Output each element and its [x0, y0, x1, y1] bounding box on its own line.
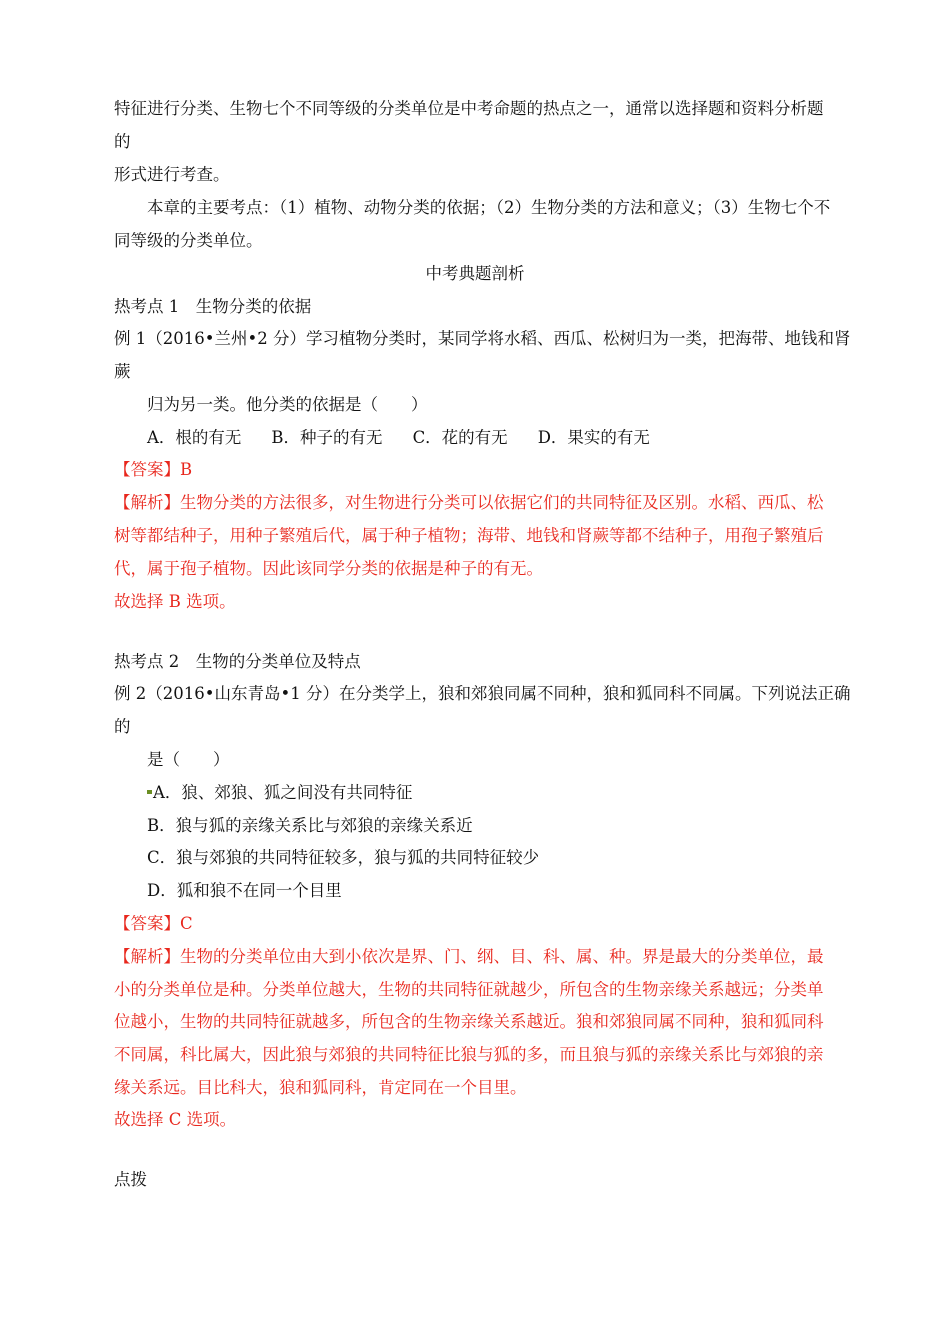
hot2-option-b: B．狼与狐的亲缘关系比与郊狼的亲缘关系近: [147, 816, 473, 835]
hot2-option-a-row: [147, 782, 412, 804]
hot1-option-d: D．果实的有无: [537, 428, 650, 447]
hot2-answer: 【答案】C: [114, 914, 193, 933]
hot1-heading: 热考点 1 生物分类的依据: [114, 297, 312, 316]
hot1-option-b: B．种子的有无: [271, 428, 383, 447]
tips-heading: 点拨: [114, 1170, 147, 1189]
hot1-analysis-line-2: 树等都结种子，用种子繁殖后代，属于种子植物；海带、地钱和肾蕨等都不结种子，用孢子繁殖后: [114, 526, 824, 545]
intro-line-3: 形式进行考查。: [114, 165, 230, 184]
hot1-analysis-line-3: 代，属于孢子植物。因此该同学分类的依据是种子的有无。: [114, 559, 543, 578]
hot1-answer: 【答案】B: [114, 460, 193, 479]
hot2-option-a: A．狼、郊狼、狐之间没有共同特征: [153, 783, 413, 802]
hot2-question-line-1: 例 2（2016•山东青岛•1 分）在分类学上，狼和郊狼同属不同种，狼和狐同科不同属。下列说法正确: [114, 684, 851, 703]
intro-line-2: 的: [114, 132, 131, 151]
section-title: 中考典题剖析: [425, 264, 525, 283]
hot1-options: [147, 427, 650, 449]
hot2-analysis-line-4: 不同属，科比属大，因此狼与郊狼的共同特征比狼与狐的多，而且狼与狐的亲缘关系比与郊狼的亲: [114, 1045, 824, 1064]
hot1-analysis-line-1: 【解析】生物分类的方法很多，对生物进行分类可以依据它们的共同特征及区别。水稻、西瓜、松: [114, 493, 824, 512]
hot2-question-line-3: 是（ ）: [147, 750, 230, 769]
green-mark-icon: [147, 790, 152, 794]
hot2-analysis-line-3: 位越小，生物的共同特征就越多，所包含的生物亲缘关系越近。狼和郊狼同属不同种，狼和狐同科: [114, 1012, 824, 1031]
intro-line-5: 同等级的分类单位。: [114, 231, 263, 250]
hot2-analysis-line-1: 【解析】生物的分类单位由大到小依次是界、门、纲、目、科、属、种。界是最大的分类单位，最: [114, 947, 824, 966]
hot2-question-line-2: 的: [114, 717, 131, 736]
hot2-option-c: C．狼与郊狼的共同特征较多，狼与狐的共同特征较少: [147, 848, 540, 867]
hot1-question-line-2: 蕨: [114, 362, 131, 381]
intro-line-4: 本章的主要考点：（1）植物、动物分类的依据；（2）生物分类的方法和意义；（3）生物七个不: [147, 198, 831, 217]
hot1-question-line-1: 例 1（2016•兰州•2 分）学习植物分类时，某同学将水稻、西瓜、松树归为一类，把海带、地钱和肾: [114, 329, 851, 348]
hot1-conclusion: 故选择 B 选项。: [114, 592, 236, 611]
hot2-analysis-line-5: 缘关系远。目比科大，狼和狐同科，肯定同在一个目里。: [114, 1078, 527, 1097]
hot2-conclusion: 故选择 C 选项。: [114, 1110, 237, 1129]
hot1-option-a: A．根的有无: [147, 428, 242, 447]
hot1-option-c: C．花的有无: [412, 428, 508, 447]
intro-line-1: 特征进行分类、生物七个不同等级的分类单位是中考命题的热点之一，通常以选择题和资料分析题: [114, 99, 824, 118]
hot2-analysis-line-2: 小的分类单位是种。分类单位越大，生物的共同特征就越少，所包含的生物亲缘关系越远；分类单: [114, 980, 824, 999]
hot2-heading: 热考点 2 生物的分类单位及特点: [114, 652, 361, 671]
hot2-option-d: D．狐和狼不在同一个目里: [147, 881, 342, 900]
hot1-question-line-3: 归为另一类。他分类的依据是（ ）: [147, 395, 428, 414]
